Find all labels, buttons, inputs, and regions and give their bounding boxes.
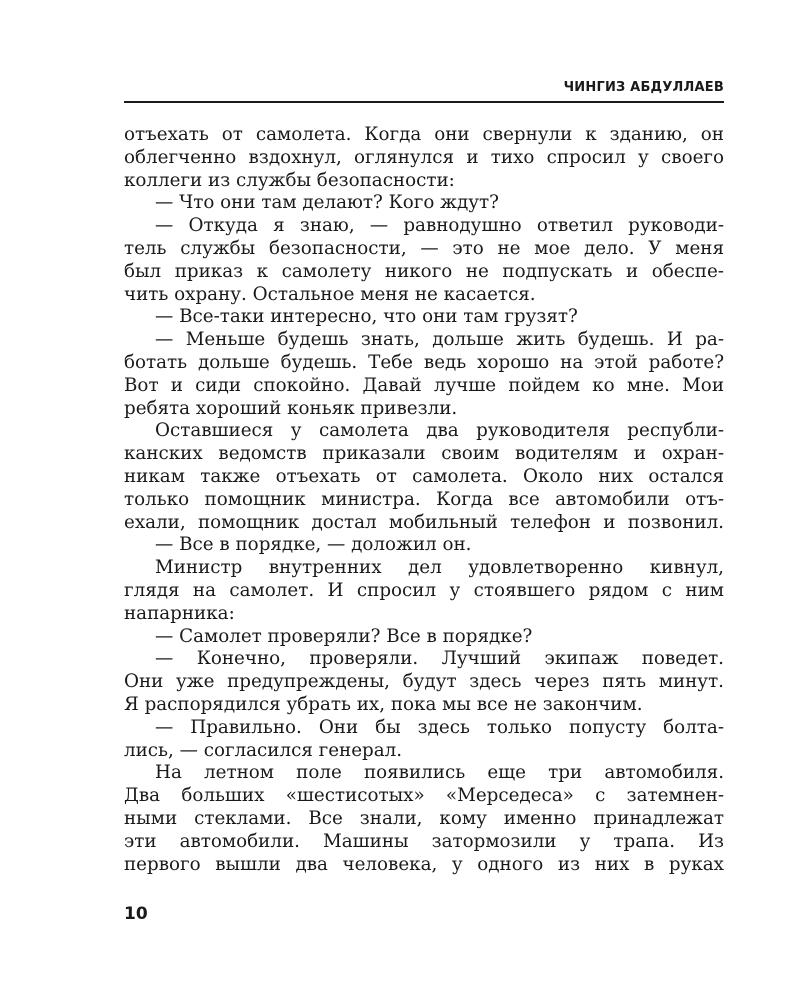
text-line: Они уже предупреждены, будут здесь через пять минут. [124,671,724,693]
text-line: коллеги из службы безопасности: [124,169,455,191]
text-line: Вот и сиди спокойно. Давай лучше пойдем ко мне. Мои [124,374,724,396]
text-line: Министр внутренних дел удовлетворенно кивнул, [155,557,724,579]
text-line: только помощник министра. Когда все автомобили отъ- [124,488,724,510]
text-line: — Все-таки интересно, что они там грузят? [155,306,578,328]
text-line: ными стеклами. Все знали, кому именно принадлежат [124,807,724,829]
text-line: ребята хороший коньяк привезли. [124,397,458,419]
text-line: На летном поле появились еще три автомобиля. [155,762,724,784]
body-text [124,124,724,876]
text-line: тель службы безопасности, — это не мое дело. У меня [124,237,724,259]
text-line: — Что они там делают? Кого ждут? [155,192,499,214]
text-line: Оставшиеся у самолета два руководителя республи- [155,420,724,442]
running-head-author: ЧИНГИЗ АБДУЛЛАЕВ [563,80,724,95]
text-line: — Меньше будешь знать, дольше жить будешь. И ра- [155,329,724,351]
text-line: Два больших «шестисотых» «Мерседеса» с затемнен- [124,785,724,807]
text-line: Я распорядился убрать их, пока мы все не закончим. [124,693,643,715]
text-line: облегченно вздохнул, оглянулся и тихо спросил у своего [124,146,724,168]
text-line: — Откуда я знаю, — равнодушно ответил руководи- [155,215,724,237]
text-line: — Конечно, проверяли. Лучший экипаж поведет. [155,648,724,670]
text-line: был приказ к самолету никого не подпускать и обеспе- [124,260,724,282]
text-line: глядя на самолет. И спросил у стоявшего рядом с ним [124,579,724,601]
text-line: эти автомобили. Машины затормозили у трапа. Из [124,830,724,852]
text-line: чить охрану. Остальное меня не касается. [124,283,536,305]
text-line: ехали, помощник достал мобильный телефон и позвонил. [124,511,724,533]
text-line: — Правильно. Они бы здесь только попусту болта- [155,716,724,738]
text-line: первого вышли два человека, у одного из них в руках [124,853,724,875]
text-line: никам также отъехать от самолета. Около них остался [124,465,724,487]
text-line: — Все в порядке, — доложил он. [155,534,472,556]
text-line: лись, — согласился генерал. [124,739,403,761]
page-number: 10 [124,904,148,924]
text-line: канских ведомств приказали своим водителям и охран- [124,443,724,465]
text-line: — Самолет проверяли? Все в порядке? [155,625,533,647]
text-line: напарника: [124,602,235,624]
text-line: ботать дольше будешь. Тебе ведь хорошо на этой работе? [124,351,724,373]
header-rule [124,101,724,103]
text-line: отъехать от самолета. Когда они свернули к зданию, он [124,124,724,145]
